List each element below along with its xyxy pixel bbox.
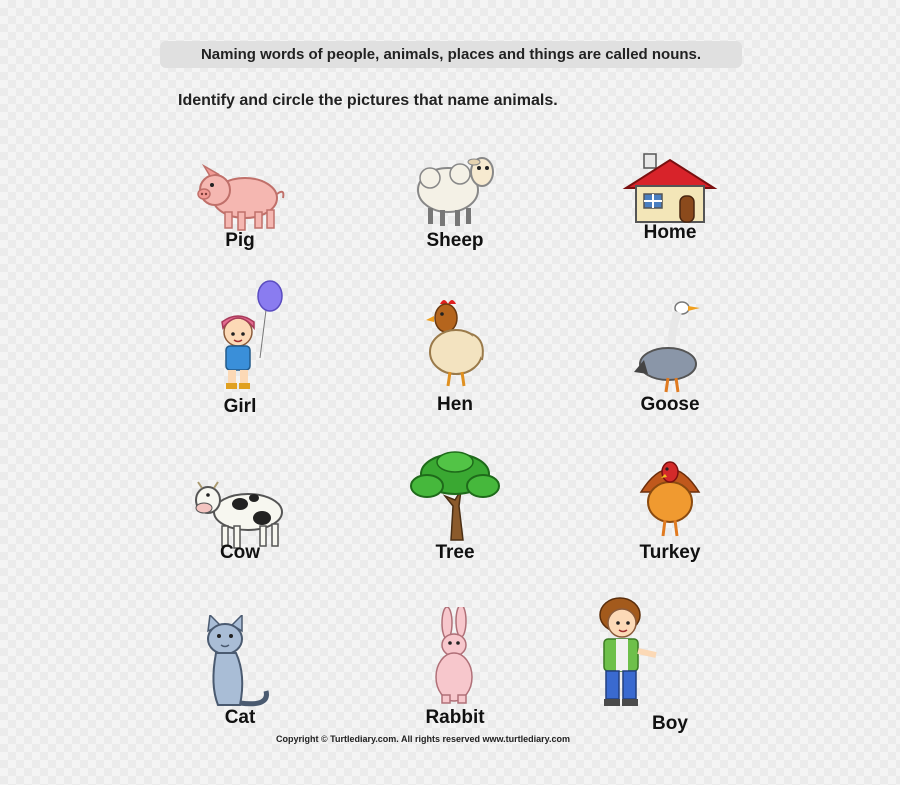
picture-card-cow[interactable] bbox=[140, 450, 340, 590]
hen-icon bbox=[420, 296, 490, 392]
girl-icon bbox=[208, 280, 288, 392]
banner-text: Naming words of people, animals, places and things are called nouns. bbox=[200, 46, 702, 63]
instruction-text: Identify and circle the pictures that name animals. bbox=[178, 92, 558, 109]
item-label: Pig bbox=[225, 230, 255, 251]
turkey-icon bbox=[635, 452, 705, 540]
picture-card-tree[interactable] bbox=[355, 450, 555, 590]
picture-card-pig[interactable] bbox=[140, 150, 340, 290]
sheep-icon bbox=[410, 150, 500, 230]
item-label: Sheep bbox=[426, 230, 484, 251]
item-label: Goose bbox=[640, 394, 700, 415]
boy-icon bbox=[594, 595, 670, 709]
picture-card-sheep[interactable] bbox=[355, 150, 555, 290]
picture-card-home[interactable] bbox=[570, 150, 770, 290]
picture-card-boy[interactable] bbox=[570, 595, 770, 735]
picture-card-hen[interactable] bbox=[355, 290, 555, 430]
picture-card-girl[interactable] bbox=[140, 280, 340, 420]
rabbit-icon bbox=[420, 607, 490, 707]
house-icon bbox=[622, 152, 718, 226]
cat-icon bbox=[200, 615, 280, 715]
item-label: Turkey bbox=[639, 542, 701, 563]
item-label: Home bbox=[643, 222, 697, 243]
copyright-footer: Copyright © Turtlediary.com. All rights reserved www.turtlediary.com bbox=[276, 734, 571, 744]
item-label: Tree bbox=[435, 542, 475, 563]
definition-banner bbox=[160, 41, 742, 68]
item-label: Cat bbox=[224, 707, 256, 728]
picture-card-goose[interactable] bbox=[570, 290, 770, 430]
picture-card-rabbit[interactable] bbox=[355, 605, 555, 745]
tree-icon bbox=[407, 450, 503, 542]
item-label: Cow bbox=[219, 542, 261, 563]
item-label: Boy bbox=[652, 713, 688, 734]
item-label: Girl bbox=[223, 396, 257, 417]
item-label: Hen bbox=[437, 394, 473, 415]
pig-icon bbox=[190, 160, 290, 240]
item-label: Rabbit bbox=[425, 707, 485, 728]
goose-icon bbox=[630, 300, 710, 396]
picture-card-turkey[interactable] bbox=[570, 450, 770, 590]
